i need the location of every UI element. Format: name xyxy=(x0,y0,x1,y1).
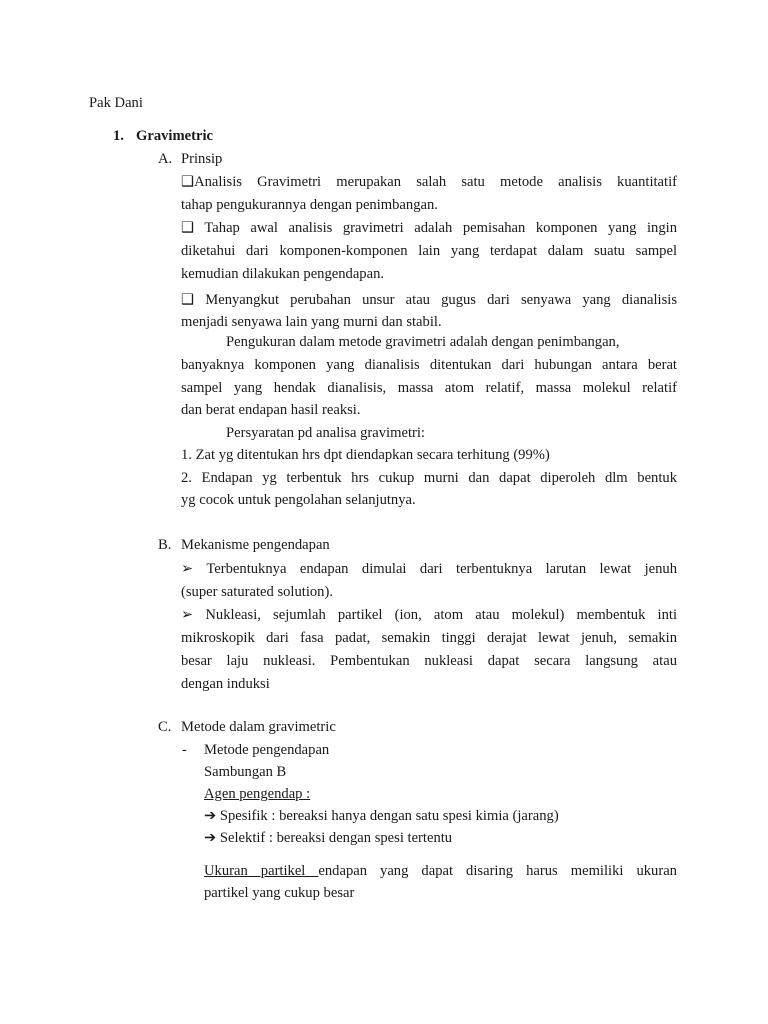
agent-heading: Agen pengendap : xyxy=(204,786,311,802)
mechanism-item-1-line-1: ➢ Terbentuknya endapan dimulai dari terbentuknya larutan lewat jenuh xyxy=(181,561,678,577)
checkbox-bullet-icon: ❑ xyxy=(181,220,195,236)
arrowhead-bullet-icon: ➢ xyxy=(181,607,194,623)
paragraph-1-line-3: sampel yang hendak dianalisis, massa atom relatif, massa molekul relatif xyxy=(181,380,677,396)
checkbox-bullet-icon: ❑ xyxy=(181,174,195,190)
particle-size-label: Ukuran partikel xyxy=(204,863,319,879)
bullet-2-line-1: ❑ Tahap awal analisis gravimetri adalah pemisahan komponen yang ingin xyxy=(181,220,677,236)
mechanism-item-2-line-4: dengan induksi xyxy=(181,676,270,692)
arrowhead-bullet-icon: ➢ xyxy=(181,561,194,577)
bullet-1-line-1: ❑Analisis Gravimetri merupakan salah satu metode analisis kuantitatif xyxy=(181,174,677,190)
right-arrow-icon: ➔ xyxy=(204,830,217,846)
particle-size-line-2: partikel yang cukup besar xyxy=(204,885,355,901)
bullet-3-line-1: ❑ Menyangkut perubahan unsur atau gugus dari senyawa yang dianalisis xyxy=(181,292,677,308)
bullet-3-line-2: menjadi senyawa lain yang murni dan stabil. xyxy=(181,314,442,330)
continuation-note: Sambungan B xyxy=(204,764,287,780)
requirement-2-line-1: 2. Endapan yg terbentuk hrs cukup murni dan dapat diperoleh dlm bentuk xyxy=(181,470,677,486)
subsection-b-title: Mekanisme pengendapan xyxy=(181,537,330,553)
bullet-2-line-2: diketahui dari komponen-komponen lain yang terdapat dalam suatu sampel xyxy=(181,243,677,259)
particle-size-line-1: Ukuran partikel endapan yang dapat disaring harus memiliki ukuran xyxy=(204,863,677,879)
requirement-2-line-2: yg cocok untuk pengolahan selanjutnya. xyxy=(181,492,416,508)
requirement-1: 1. Zat yg ditentukan hrs dpt diendapkan secara terhitung (99%) xyxy=(181,447,550,463)
dash-bullet: - xyxy=(182,742,187,758)
paragraph-1-line-1: Pengukuran dalam metode gravimetri adalah dengan penimbangan, xyxy=(226,334,620,350)
subsection-c-title: Metode dalam gravimetric xyxy=(181,719,336,735)
paragraph-1-line-2: banyaknya komponen yang dianalisis ditentukan dari hubungan antara berat xyxy=(181,357,677,373)
paragraph-1-line-4: dan berat endapan hasil reaksi. xyxy=(181,402,361,418)
mechanism-item-2-line-3: besar laju nukleasi. Pembentukan nukleasi dapat secara langsung atau xyxy=(181,653,677,669)
method-name: Metode pengendapan xyxy=(204,742,330,758)
checkbox-bullet-icon: ❑ xyxy=(181,292,195,308)
section-title: Gravimetric xyxy=(136,128,213,144)
section-number: 1. xyxy=(113,128,124,144)
subsection-c-letter: C. xyxy=(158,719,172,735)
right-arrow-icon: ➔ xyxy=(204,808,217,824)
requirements-heading: Persyaratan pd analisa gravimetri: xyxy=(226,425,425,441)
agent-item-specific: ➔ Spesifik : bereaksi hanya dengan satu spesi kimia (jarang) xyxy=(204,808,559,824)
agent-item-selective: ➔ Selektif : bereaksi dengan spesi tertentu xyxy=(204,830,453,846)
mechanism-item-2-line-1: ➢ Nukleasi, sejumlah partikel (ion, atom atau molekul) membentuk inti xyxy=(181,607,678,623)
subsection-a-title: Prinsip xyxy=(181,151,223,167)
author-name: Pak Dani xyxy=(89,95,143,111)
mechanism-item-2-line-2: mikroskopik dari fasa padat, semakin tinggi derajat lewat jenuh, semakin xyxy=(181,630,677,646)
bullet-1-line-2: tahap pengukurannya dengan penimbangan. xyxy=(181,197,438,213)
bullet-2-line-3: kemudian dilakukan pengendapan. xyxy=(181,266,385,282)
mechanism-item-1-line-2: (super saturated solution). xyxy=(181,584,333,600)
subsection-a-letter: A. xyxy=(158,151,173,167)
subsection-b-letter: B. xyxy=(158,537,172,553)
